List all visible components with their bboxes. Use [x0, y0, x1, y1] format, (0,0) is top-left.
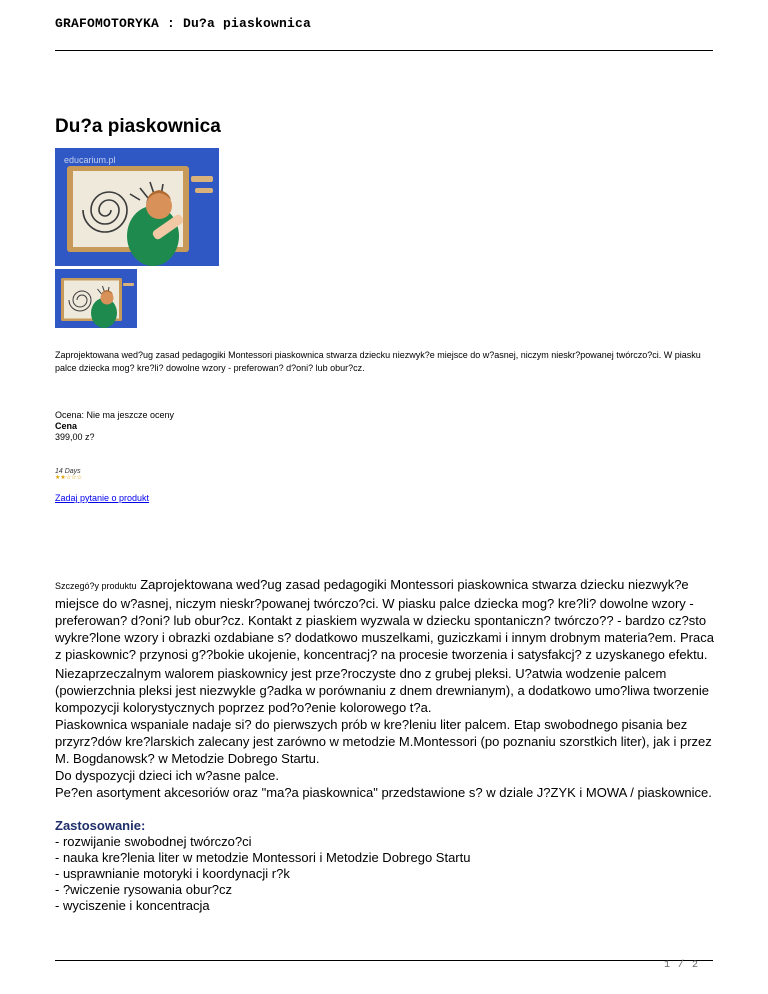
page-running-header: GRAFOMOTORYKA : Du?a piaskownica: [55, 16, 312, 31]
usage-title: Zastosowanie:: [55, 818, 146, 833]
ask-question-link[interactable]: Zadaj pytanie o produkt: [55, 493, 150, 503]
header-divider: [55, 50, 713, 51]
sandbox-thumbnail-photo: [55, 269, 137, 328]
rating-price-block: [55, 410, 174, 443]
price-value: 399,00 z?: [55, 432, 95, 442]
page-number: 1 / 2: [664, 960, 700, 971]
usage-item: - wyciszenie i koncentracja: [55, 898, 210, 913]
product-main-image[interactable]: [55, 148, 219, 266]
usage-item: - usprawnianie motoryki i koordynacji r?k: [55, 866, 290, 881]
days-badge: [55, 468, 82, 481]
details-label: Szczegó?y produktu: [55, 581, 137, 591]
usage-item: - nauka kre?lenia liter w metodzie Montessori i Metodzie Dobrego Startu: [55, 850, 471, 865]
details-intro: Zaprojektowana wed?ug zasad pedagogiki Montessori piaskownica stwarza dziecku niezwyk?e miejsce do w?asnej, niczym nieskr?powanej twórczo?ci. W piasku palce dziecka mog? kre?li? dowolne wzory - preferowan? d?oni? lub obur?cz. Kontakt z piaskiem wyzwala w dziecku spontaniczn? twórczo?? - bardzo cz?sto wykre?lone wzory i obrazki ozdabiane s? dodatkowo muszelkami, guziczkami i innym drobnym materia?em. Praca z piaskownic? przynosi g??bokie ukojenie, koncentracj? na procesie tworzenia i satysfakcj? z uzyskanego efektu.: [55, 577, 714, 662]
price-label: Cena: [55, 421, 78, 431]
image-watermark: educarium.pl: [64, 155, 116, 165]
product-thumbnail[interactable]: [55, 269, 137, 328]
days-badge-stars: ★★☆☆☆: [55, 475, 82, 481]
sandbox-photo: [55, 148, 219, 266]
details-line: Piaskownica wspaniale nadaje si? do pierwszych prób w kre?leniu liter palcem. Etap swobodnego pisania bez przyrz?dów kre?larskich zalecany jest zarówno w metodzie M.Montessori (po poznaniu szorstkich liter), jak i przez M. Bogdanowsk? w Metodzie Dobrego Startu.: [55, 717, 712, 766]
details-line: Niezaprzeczalnym walorem piaskownicy jest prze?roczyste dno z grubej pleksi. U?atwia wodzenie palcem (powierzchnia pleksi jest niezwykle g?adka w porównaniu z dnem drewnianym), a dodatkowo umo?liwa tworzenie kompozycji kolorystycznych poprzez pod?o?enie kolorowego t?a.: [55, 666, 709, 715]
product-title: Du?a piaskownica: [55, 116, 221, 137]
usage-item: - rozwijanie swobodnej twórczo?ci: [55, 834, 252, 849]
details-paragraph: [55, 665, 715, 801]
rating-text: Ocena: Nie ma jeszcze oceny: [55, 410, 175, 420]
usage-list: [55, 834, 715, 914]
footer-divider: [55, 960, 713, 961]
product-short-description: Zaprojektowana wed?ug zasad pedagogiki Montessori piaskownica stwarza dziecku niezwyk?e miejsce do w?asnej, niczym nieskr?powanej twórczo?ci. W piasku palce dziecka mog? kre?li? dowolne wzory - preferowan? d?oni? lub obur?cz.: [55, 350, 701, 373]
details-line: Do dyspozycji dzieci ich w?asne palce.: [55, 768, 279, 783]
days-badge-text: 14 Days: [55, 468, 81, 475]
usage-item: - ?wiczenie rysowania obur?cz: [55, 882, 233, 897]
usage-section: [55, 818, 715, 914]
details-line: Pe?en asortyment akcesoriów oraz "ma?a piaskownica" przedstawione s? w dziale J?ZYK i MOWA / piaskownice.: [55, 785, 712, 800]
product-details: [55, 576, 715, 663]
